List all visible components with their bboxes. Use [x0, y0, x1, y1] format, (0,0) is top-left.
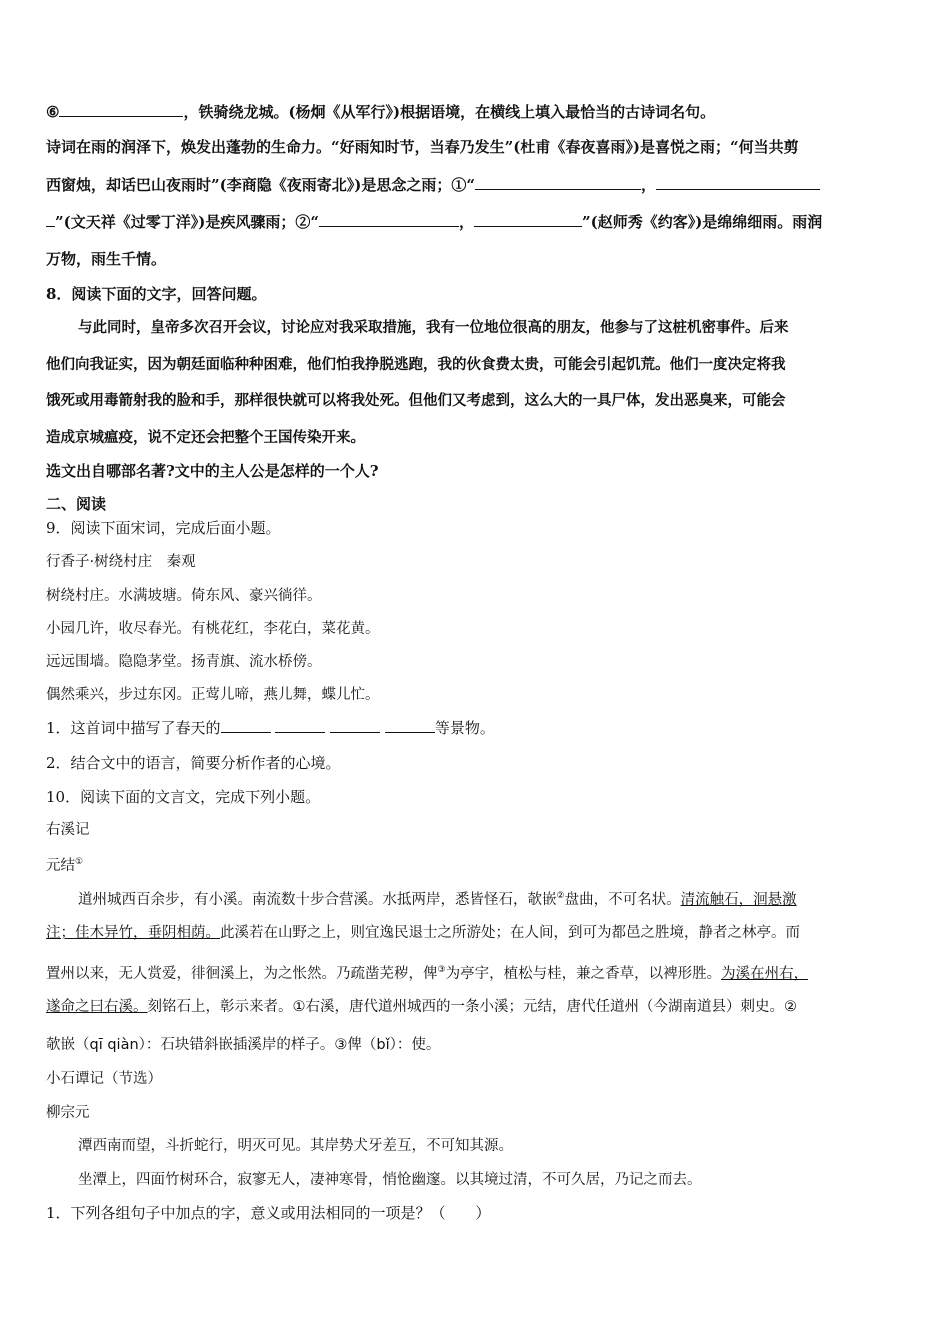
comma: ，	[640, 176, 656, 194]
footnote-marker: ①	[75, 857, 84, 867]
q7-paragraph-line-3-text: ”(文天祥《过零丁洋》)是疾风骤雨；②“	[55, 213, 319, 231]
passage-line	[46, 997, 797, 1017]
comma: ，	[458, 213, 474, 231]
text-title: 小石谭记（节选）	[46, 1071, 162, 1087]
footnote-marker: ②	[556, 891, 565, 901]
text-author	[46, 852, 83, 876]
q8-passage-line: 饿死或用毒箭射我的脸和手，那样很快就可以将我处死。但他们又考虑到，这么大的一具尸体，发出恶臭来，可能会	[46, 393, 786, 409]
q9-heading: 9．阅读下面宋词，完成后面小题。	[46, 519, 281, 537]
q8-passage-line: 与此同时，皇帝多次召开会议，讨论应对我采取措施，我有一位地位很高的朋友，他参与了这桩机密事件。后来	[78, 320, 789, 336]
answer-blank[interactable]	[319, 212, 459, 227]
passage-line: 潭西南而望，斗折蛇行，明灭可见。其岸势犬牙差互，不可知其源。	[78, 1138, 513, 1154]
underlined-sentence: 注；佳木异竹，垂阴相荫。	[46, 925, 220, 941]
q7-line-1	[46, 102, 715, 122]
q10-sub-question-1: 1．下列各组句子中加点的字，意义或用法相同的一项是？（ ）	[46, 1204, 491, 1222]
text-author: 柳宗元	[46, 1105, 90, 1121]
answer-blank[interactable]	[46, 212, 55, 227]
passage-line	[46, 923, 800, 943]
underlined-sentence: 遂命之曰右溪。	[46, 999, 148, 1015]
q8-question: 选文出自哪部名著?文中的主人公是怎样的一个人?	[46, 462, 379, 480]
passage-text: 为亭宇，植松与桂，兼之香草，以裨形胜。	[445, 965, 722, 982]
passage-line: 欹嵌（qī qiàn）：石块错斜嵌插溪岸的样子。③俾（bǐ）：使。	[46, 1037, 441, 1053]
q7-paragraph-line-2-text: 西窗烛，却话巴山夜雨时”(李商隐《夜雨寄北》)是思念之雨；①“	[46, 176, 475, 194]
passage-line	[46, 960, 808, 984]
q9-sub-question-1-text: 1．这首词中描写了春天的	[46, 719, 221, 737]
answer-blank[interactable]	[330, 718, 380, 733]
section-heading: 二、阅读	[46, 495, 107, 513]
passage-text: 此溪若在山野之上，则宜逸民退士之所游处；在人间，到可为都邑之胜境，静者之林亭。而	[220, 925, 800, 941]
q7-paragraph-line-3-tail: ”(赵师秀《约客》)是绵绵细雨。雨润	[581, 213, 823, 231]
passage-line	[78, 886, 797, 910]
answer-blank[interactable]	[221, 718, 271, 733]
passage-text: 盘曲，不可名状。	[564, 891, 681, 908]
poem-line: 远远围墙。隐隐茅堂。扬青旗、流水桥傍。	[46, 654, 322, 670]
q9-sub-question-1-tail: 等景物。	[434, 719, 495, 737]
q9-sub-question-1	[46, 718, 495, 738]
poem-title: 行香子·树绕村庄 秦观	[46, 554, 196, 570]
answer-blank[interactable]	[656, 175, 820, 190]
q7-line-1-text: ，铁骑绕龙城。(杨炯《从军行》)根据语境，在横线上填入最恰当的古诗词名句。	[183, 103, 716, 121]
circle-6-marker: ⑥	[46, 103, 60, 121]
author-name: 元结	[46, 857, 75, 874]
q9-sub-question-2: 2．结合文中的语言，简要分析作者的心境。	[46, 754, 341, 772]
answer-blank[interactable]	[275, 718, 325, 733]
answer-blank[interactable]	[385, 718, 435, 733]
q7-paragraph-line-3	[46, 212, 822, 232]
passage-text: 刻铭石上，彰示来者。①右溪，唐代道州城西的一条小溪；元结，唐代任道州（今湖南道县）刺史。②	[147, 999, 797, 1015]
q7-paragraph-line-2	[46, 175, 820, 195]
footnote-marker: ③	[437, 965, 446, 975]
q10-heading: 10．阅读下面的文言文，完成下列小题。	[46, 788, 321, 806]
q7-paragraph-line-1: 诗词在雨的润泽下，焕发出蓬勃的生命力。“好雨知时节，当春乃发生”(杜甫《春夜喜雨》)是喜悦之雨；“何当共剪	[46, 138, 799, 156]
passage-text: 道州城西百余步，有小溪。南流数十步合营溪。水抵两岸，悉皆怪石，欹嵌	[78, 891, 557, 908]
underlined-sentence: 为溪在州右，	[721, 965, 809, 982]
q8-heading: 8．阅读下面的文字，回答问题。	[46, 285, 267, 303]
underlined-sentence: 清流触石，洄悬激	[680, 891, 797, 908]
answer-blank[interactable]	[475, 175, 641, 190]
text-title: 右溪记	[46, 822, 90, 838]
q8-passage-line: 他们向我证实，因为朝廷面临种种困难，他们怕我挣脱逃跑，我的伙食费太贵，可能会引起饥荒。他们一度决定将我	[46, 357, 786, 373]
passage-line: 坐潭上，四面竹树环合，寂寥无人，凄神寒骨，悄怆幽邃。以其境过清，不可久居，乃记之而去。	[78, 1172, 702, 1188]
poem-line: 偶然乘兴，步过东冈。正莺儿啼，燕儿舞，蝶儿忙。	[46, 687, 380, 703]
poem-line: 小园几许，收尽春光。有桃花红，李花白，菜花黄。	[46, 621, 380, 637]
answer-blank[interactable]	[474, 212, 582, 227]
q7-paragraph-line-4: 万物，雨生千情。	[46, 250, 167, 268]
q8-passage-line: 造成京城瘟疫，说不定还会把整个王国传染开来。	[46, 430, 365, 446]
poem-line: 树绕村庄。水满坡塘。倚东风、豪兴徜徉。	[46, 588, 322, 604]
passage-text: 置州以来，无人赏爱，徘徊溪上，为之怅然。乃疏凿芜秽，俾	[46, 965, 438, 982]
answer-blank[interactable]	[59, 102, 183, 117]
